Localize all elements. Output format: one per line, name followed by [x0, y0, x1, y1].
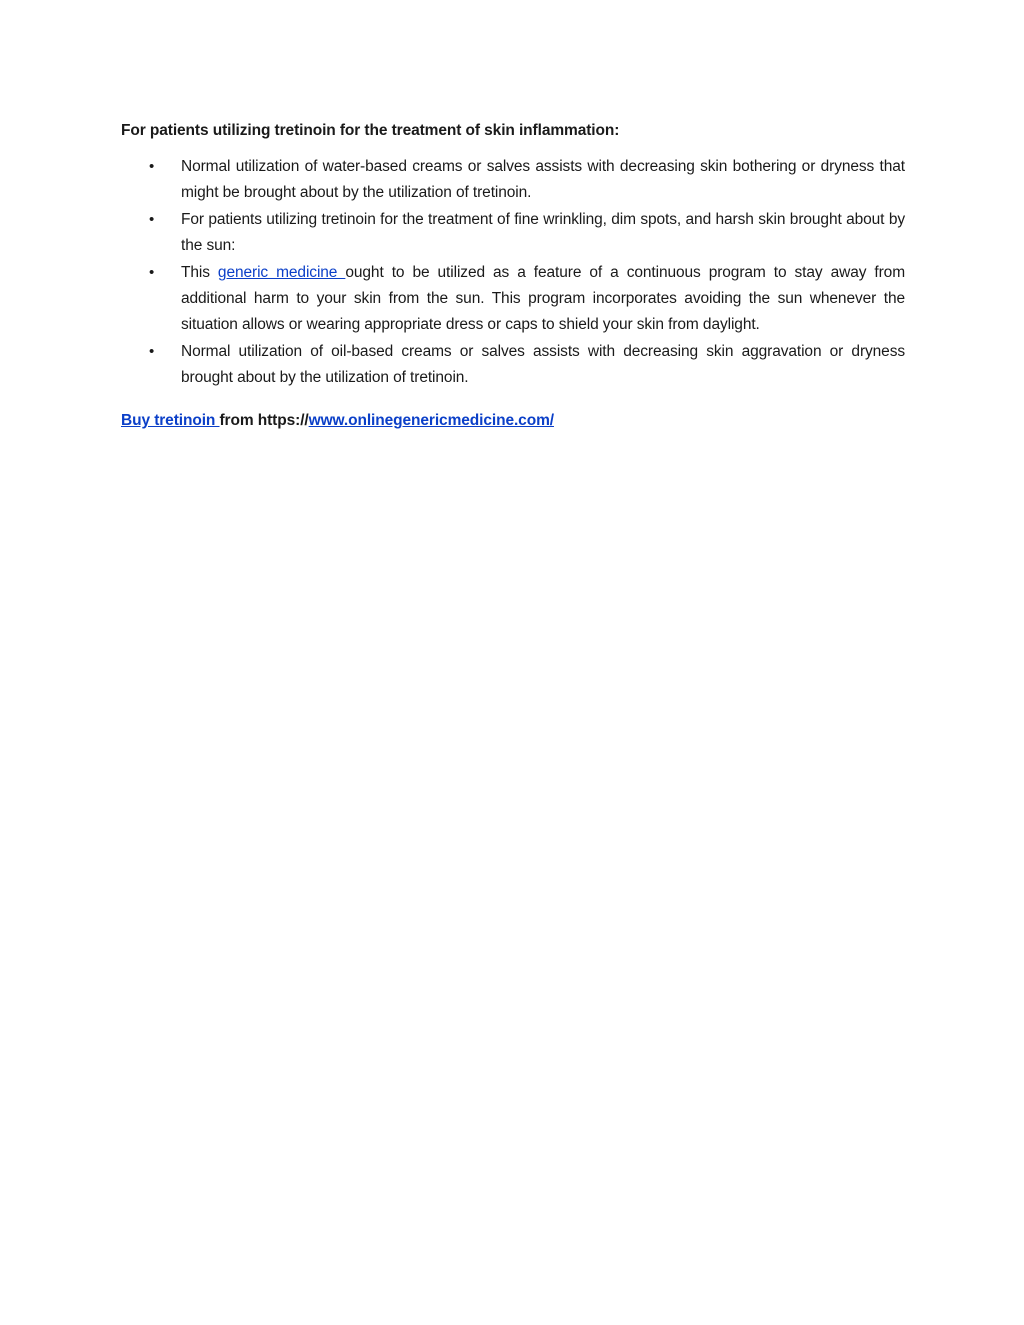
buy-line [121, 408, 905, 434]
list-item-text-suffix: ought to be utilized as a feature of a continuous program to stay away from additional harm to your skin from the sun. This program incorporates avoiding the sun whenever the situation allows or wearing appropriate dress or caps to shield your skin from daylight. [181, 264, 906, 333]
list-item [121, 339, 905, 391]
bullet-list [121, 154, 905, 391]
buy-line-middle: from https:// [219, 412, 309, 429]
list-item [121, 154, 905, 206]
bullet-icon: • [149, 343, 155, 360]
bullet-icon: • [149, 158, 155, 175]
list-item-text: Normal utilization of water-based creams or salves assists with decreasing skin bothering or dryness that might be brought about by the utilization of tretinoin. [181, 158, 905, 201]
list-item [121, 260, 905, 338]
buy-tretinoin-link[interactable]: Buy tretinoin [121, 412, 220, 429]
list-item-text-prefix: This [181, 264, 218, 281]
bullet-icon: • [149, 264, 155, 281]
list-item-text: Normal utilization of oil-based creams or salves assists with decreasing skin aggravation or dryness brought about by the utilization of tretinoin. [181, 343, 905, 386]
section-heading: For patients utilizing tretinoin for the treatment of skin inflammation: [121, 122, 620, 139]
list-item [121, 207, 905, 259]
list-item-text: For patients utilizing tretinoin for the treatment of fine wrinkling, dim spots, and harsh skin brought about by the sun: [181, 211, 905, 254]
document-page [121, 118, 905, 450]
site-link[interactable]: www.onlinegenericmedicine.com/ [308, 412, 554, 429]
bullet-icon: • [149, 211, 155, 228]
generic-medicine-link[interactable]: generic medicine [217, 264, 346, 281]
